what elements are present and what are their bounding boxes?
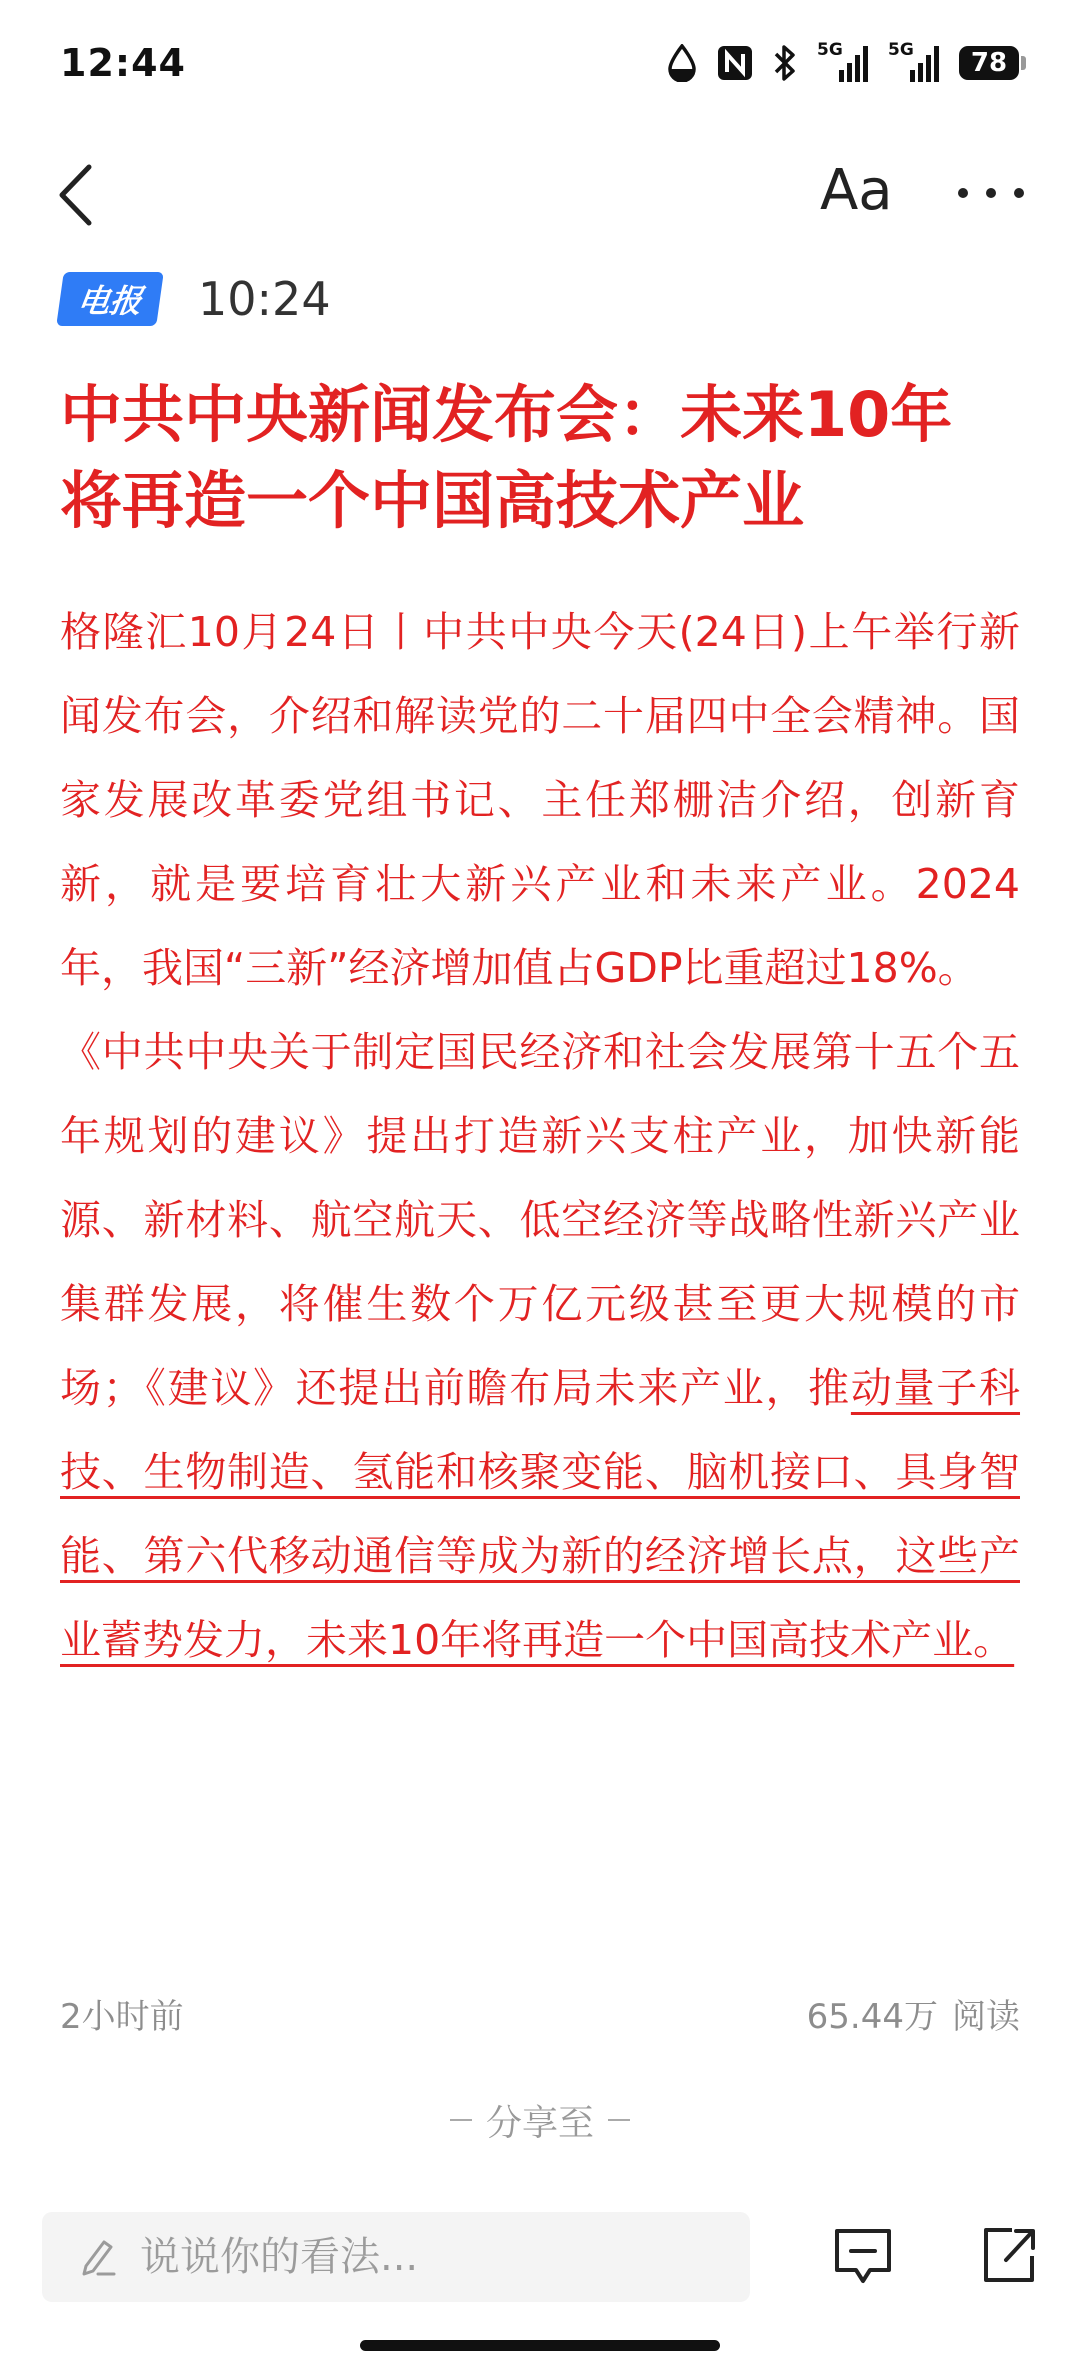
- article-headline: [60, 372, 1020, 544]
- telegraph-badge: 电报: [56, 272, 164, 326]
- headline-line-1: 中共中央新闻发布会：未来10年: [60, 378, 953, 451]
- comment-input[interactable]: [140, 2234, 700, 2280]
- headline-line-2: 将再造一个中国高技术产业: [60, 464, 805, 537]
- paragraph-2-underlined: 动量子科技、生物制造、氢能和核聚变能、脑机接口、具身智能、第六代移动通信等成为新的经济增长点，这些产业蓄势发力，未来10年将再造一个中国高技术产业。: [60, 1364, 1021, 1664]
- read-count: [807, 1989, 1020, 2038]
- read-count-value: 65.44万: [806, 1996, 938, 2037]
- share-icon: [978, 2222, 1040, 2288]
- comment-button[interactable]: [832, 2226, 894, 2292]
- paragraph-1: 格隆汇10月24日丨中共中央今天(24日)上午举行新闻发布会，介绍和解读党的二十届四中全会精神。国家发展改革委党组书记、主任郑栅洁介绍，创新育新，就是要培育壮大新兴产业和未来产业。2024年，我国“三新”经济增加值占GDP比重超过18%。: [60, 608, 1020, 992]
- article-stats: [60, 1988, 1020, 2038]
- article-time: 10:24: [198, 272, 331, 326]
- more-button[interactable]: [958, 178, 1024, 208]
- status-time: 12:44: [60, 41, 186, 85]
- font-size-button[interactable]: Aa: [820, 158, 893, 223]
- status-icons: [667, 40, 1026, 82]
- network-label-1: 5G: [817, 40, 843, 60]
- more-horizontal-icon: [958, 188, 968, 198]
- comment-input-box[interactable]: [42, 2212, 750, 2302]
- home-indicator[interactable]: [360, 2340, 720, 2351]
- share-button[interactable]: [978, 2222, 1040, 2292]
- comment-icon: [832, 2226, 894, 2288]
- network-label-2: 5G: [888, 40, 914, 60]
- share-section: [0, 2090, 1080, 2150]
- bluetooth-icon: [773, 44, 797, 82]
- read-count-label: 阅读: [952, 1996, 1020, 2037]
- nfc-icon: [717, 45, 753, 81]
- pencil-icon: [78, 2236, 118, 2278]
- back-button[interactable]: [56, 162, 116, 228]
- battery-icon: [959, 46, 1026, 80]
- signal-icon: [817, 40, 868, 82]
- nav-bar: [0, 140, 1080, 250]
- battery-level: 78: [959, 46, 1019, 80]
- article-meta: [60, 268, 331, 330]
- signal-icon-2: [888, 40, 939, 82]
- article-body: [60, 590, 1020, 1682]
- share-label: 分享至: [485, 2102, 594, 2144]
- water-drop-icon: [667, 44, 697, 82]
- paragraph-2: [60, 1010, 1020, 1682]
- chevron-left-icon: [56, 163, 96, 227]
- paragraph-2-text: 《中共中央关于制定国民经济和社会发展第十五个五年规划的建议》提出打造新兴支柱产业，加快新能源、新材料、航空航天、低空经济等战略性新兴产业集群发展，将催生数个万亿元级甚至更大规模的市场；《建议》还提出前瞻布局未来产业，推: [60, 1028, 1020, 1412]
- posted-time: 2小时前: [60, 1996, 184, 2037]
- status-bar: [0, 0, 1080, 126]
